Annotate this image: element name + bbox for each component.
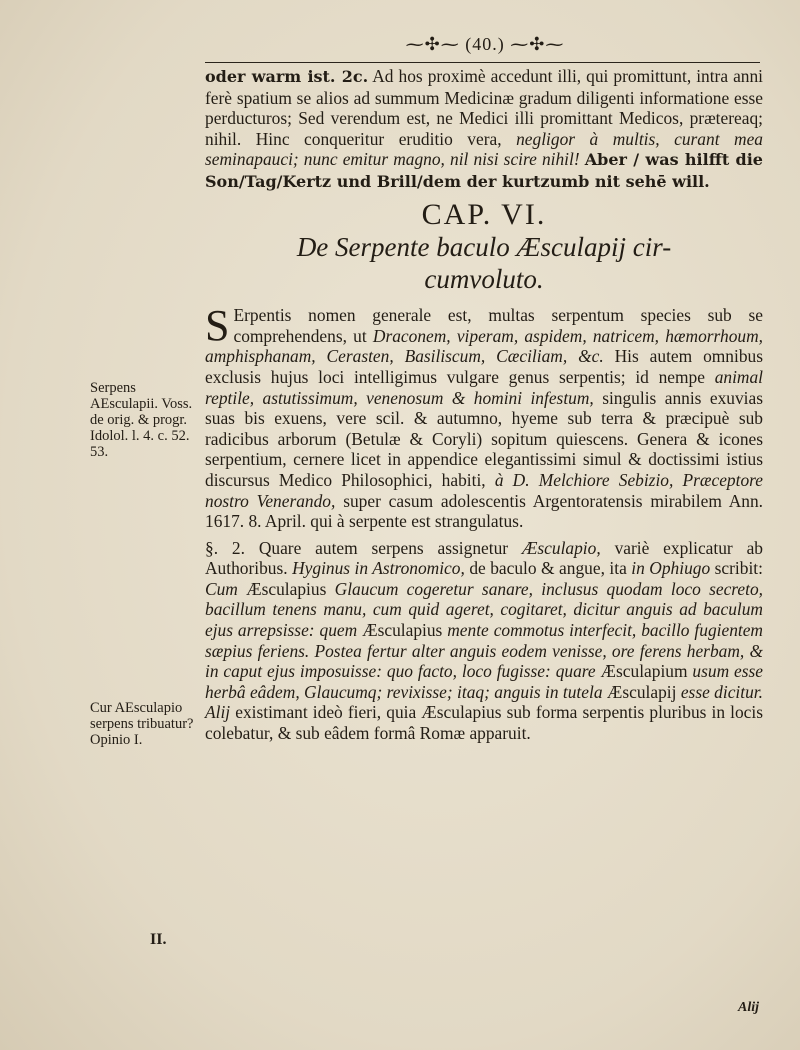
para1-text-3: singulis annis exuvias suas bis exuens, vere scil. & autumno, hyeme sub terra & præcipuè sub radicibus arborum (Betulæ & Coryli) sopitum quiescens. Genera & icones serpentium, cernere licet in appendice elegantissimi simul & doctissimi istius discursus Medico Philosophici, habiti, <box>205 387 763 490</box>
para2-text-5: Æsculapius <box>246 578 327 599</box>
para2-text-9: existimant ideò fieri, quia Æsculapius sub forma serpentis pluribus in locis colebatur, & sub eâdem formâ Romæ apparuit. <box>205 702 763 744</box>
para2-text-6: Æsculapius <box>362 620 443 641</box>
fraktur-fragment-start: oder warm ist. 2c. <box>205 67 369 86</box>
paragraph-1 <box>205 301 763 532</box>
para2-italic-3: in Ophiugo <box>631 558 711 579</box>
page-header <box>205 34 765 55</box>
main-text <box>205 66 763 744</box>
para1-text-2: His autem omnibus exclusis hujus loci intelligimus vulgare genus serpentis; id nempe <box>205 346 763 387</box>
margin-note-serpens: Serpens AEsculapii. Voss. de orig. & progr. Idolol. l. 4. c. 52. 53. <box>90 380 193 460</box>
para1-italic-1: Draconem, viperam, aspidem, natricem, hæmorrhoum, amphisphanam, Cerasten, Basiliscum, Cæciliam, &c. <box>205 325 763 367</box>
para2-text-8: Æsculapij <box>606 681 677 702</box>
margin-note-cur-aesculapio: Cur AEsculapio serpens tribuatur? Opinio I. <box>90 700 194 748</box>
opening-paragraph <box>205 66 763 193</box>
header-ornament-right: ⁓✣⁓ <box>510 34 565 54</box>
para1-italic-2: animal reptile, astutissimum, venenosum & homini infestum, <box>205 366 763 408</box>
para2-italic-5: Glaucum cogeretur sanare, inclusus quodam loco secreto, bacillum tenens manu, cum quid ageret, cogitaret, dicitur anguis ad baculum ejus arrepsisse: quem <box>205 578 764 641</box>
chapter-title-line-2: cumvoluto. <box>424 264 544 295</box>
chapter-title <box>205 231 763 295</box>
page-number: (40.) <box>465 34 505 54</box>
para2-italic-2: Hyginus in Astronomico, <box>292 558 465 579</box>
para2-italic-7: usum esse herbâ eâdem, Glaucumq; revixisse; itaq; anguis in tutela <box>205 661 763 702</box>
para1-text-4: super casum adolescentis Argentoratensis mirabilem Ann. 1617. 8. April. qui à serpente est strangulatus. <box>205 490 763 532</box>
para2-text-1: Quare autem serpens assignetur <box>258 537 509 558</box>
section-number: §. 2. <box>205 537 245 558</box>
header-rule <box>205 62 760 63</box>
header-ornament-left: ⁓✣⁓ <box>405 34 460 54</box>
para2-italic-1: Æsculapio, <box>521 537 601 558</box>
italic-quote: negligor à multis, curant mea seminapauci; nunc emitur magno, nil nisi scire nihil! <box>205 128 764 170</box>
para1-italic-3: à D. Melchiore Sebizio, Præceptore nostro Venerando, <box>205 469 763 511</box>
catchword: Alij <box>738 1000 760 1015</box>
para1-text-1: Erpentis nomen generale est, multas serpentum species sub se comprehendens, ut <box>233 305 763 346</box>
para2-text-2: variè explicatur ab Authoribus. <box>205 537 763 579</box>
para2-italic-4: Cum <box>205 578 238 599</box>
drop-cap: S <box>205 301 230 351</box>
para2-italic-8: esse dicitur. Alij <box>205 681 763 723</box>
paragraph-2 <box>205 538 763 744</box>
para2-text-4: scribit: <box>714 558 763 579</box>
chapter-heading: CAP. VI. <box>421 197 547 231</box>
para2-text-7: Æsculapium <box>600 661 688 682</box>
para2-italic-6: mente commotus interfecit, bacillo fugientem sæpius feriens. Postea fertur alter anguis eodem venisse, ore ferens herbam, & in caput ejus imposuisse: quo facto, loco fugisse: quare <box>205 620 763 682</box>
chapter-title-line-1: De Serpente baculo Æsculapij cir- <box>296 232 672 263</box>
latin-text: Ad hos proximè accedunt illi, qui promittunt, intra anni ferè spatium se alios ad summum Medicinæ gradum diligenti informatione esse perducturos; Sed verendum est, ne Medici illi promittant Medicos, prætereaq; nihil. Hinc conqueritur eruditio vera, <box>205 66 764 149</box>
fraktur-fragment-end: Aber / was hilfft die Son/Tag/Kertz und Brill/dem der kurtzumb nit sehē will. <box>205 150 763 191</box>
margin-note-opinio-2: II. <box>150 931 167 948</box>
para2-text-3: de baculo & angue, ita <box>469 558 627 579</box>
